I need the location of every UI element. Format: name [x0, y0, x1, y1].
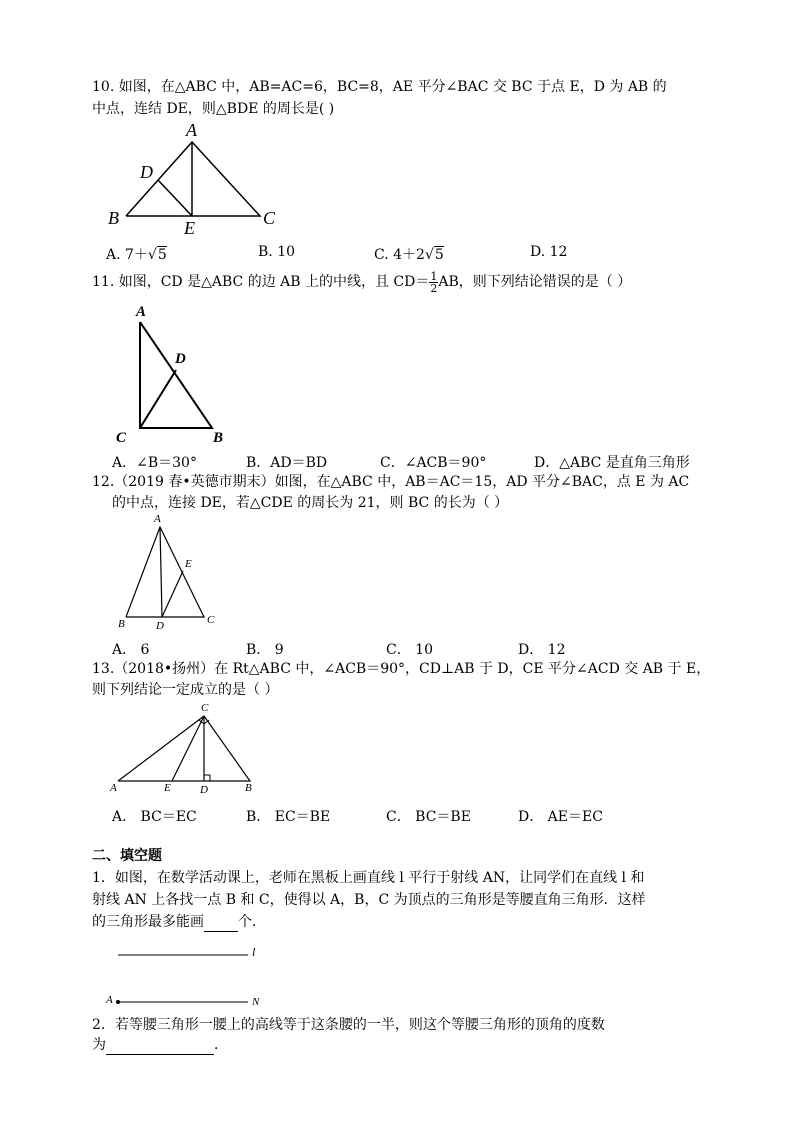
q10-line1: 10. 如图，在△ABC 中，AB=AC=6，BC=8，AE 平分∠BAC 交 BC 于点 E，D 为 AB 的	[92, 79, 667, 95]
q13-choice-a: A． BC＝EC	[112, 809, 197, 825]
q13-choice-b: B． EC＝BE	[246, 809, 331, 825]
s2q1-label-l: l	[252, 945, 256, 959]
q12-choice-b: B． 9	[246, 642, 284, 658]
q12-label-d: D	[156, 620, 164, 632]
q11-frac-den: 2	[430, 281, 438, 295]
q10-label-a: A	[186, 120, 197, 140]
s2q1-line3-post: 个．	[238, 914, 266, 930]
q11-label-c: C	[116, 430, 127, 446]
q10-label-e: E	[184, 218, 195, 238]
q10-label-b: B	[108, 208, 119, 228]
q11-label-a: A	[136, 304, 147, 320]
q11-label-b: B	[213, 430, 224, 446]
q11-choice-a: A．∠B＝30°	[112, 455, 197, 471]
s2q2-line2-post: ．	[214, 1037, 228, 1053]
q10-choice-b: B. 10	[258, 244, 296, 260]
q11-stem-pre: 11. 如图，CD 是△ABC 的边 AB 上的中线，且 CD＝	[92, 274, 430, 290]
q11-choice-d: D．△ABC 是直角三角形	[534, 455, 690, 471]
s2q1-line1: 1．如图，在数学活动课上，老师在黑板上画直线 l 平行于射线 AN，让同学们在直线 l 和	[92, 870, 645, 886]
q13-line2: 则下列结论一定成立的是（ ）	[92, 682, 279, 698]
q13-label-a: A	[110, 782, 117, 794]
q10-label-c: C	[263, 208, 276, 228]
s2q1-line3-pre: 的三角形最多能画	[92, 914, 204, 930]
q13-choice-c: C． BC＝BE	[386, 809, 471, 825]
q10-choice-c-radicand: 5	[434, 247, 444, 263]
q10-line2: 中点，连结 DE，则△BDE 的周长是( )	[92, 101, 335, 117]
q10-choice-a: A. 7＋√5	[106, 247, 167, 263]
q12-choice-c: C． 10	[386, 642, 433, 658]
q11-label-d: D	[175, 351, 186, 367]
q12-choice-d: D． 12	[518, 642, 566, 658]
q12-label-e: E	[185, 558, 192, 570]
s2q1-point-a	[116, 1000, 120, 1004]
q12-label-c: C	[207, 614, 215, 626]
s2q2-answer-blank[interactable]	[106, 1036, 214, 1055]
q11-choice-c: C．∠ACB＝90°	[380, 455, 487, 471]
q13-line1: 13.（2018•扬州）在 Rt△ABC 中，∠ACB＝90°，CD⊥AB 于 D，CE 平分∠ACD 交 AB 于 E，	[92, 661, 711, 677]
q13-choice-d: D． AE＝EC	[518, 809, 603, 825]
q10-label-d: D	[140, 162, 153, 182]
s2q1-label-n: N	[252, 996, 260, 1008]
s2q1-label-a: A	[106, 994, 113, 1006]
s2q2-line2	[92, 1036, 228, 1055]
q13-label-c: C	[201, 702, 209, 714]
q12-label-b: B	[118, 618, 125, 630]
q13-label-e: E	[164, 782, 171, 794]
q11-stem-post: AB，则下列结论错误的是（ ）	[438, 274, 632, 290]
q10-choice-c-text: C. 4＋2	[374, 247, 425, 263]
q13-label-b: B	[245, 782, 252, 794]
q10-choice-a-text: A. 7＋	[106, 247, 148, 263]
q12-line2: 的中点，连接 DE，若△CDE 的周长为 21，则 BC 的长为（ ）	[112, 495, 509, 511]
s2q2-line2-pre: 为	[92, 1037, 106, 1053]
q11-choice-b: B．AD＝BD	[246, 455, 328, 471]
s2q2-line1: 2．若等腰三角形一腰上的高线等于这条腰的一半，则这个等腰三角形的顶角的度数	[92, 1017, 605, 1033]
q10-choice-c: C. 4＋2√5	[374, 247, 444, 263]
s2q1-line2: 射线 AN 上各找一点 B 和 C，使得以 A，B，C 为顶点的三角形是等腰直角三角形．这样	[92, 892, 646, 908]
q10-choice-d: D. 12	[530, 244, 568, 260]
q12-label-a: A	[154, 513, 161, 525]
q12-choice-a: A． 6	[112, 642, 150, 658]
q11-frac-num: 1	[430, 269, 438, 283]
section2-title: 二、填空题	[92, 848, 162, 864]
q10-choice-a-radicand: 5	[157, 247, 167, 263]
q12-line1: 12.（2019 春•英德市期末）如图，在△ABC 中，AB＝AC＝15，AD 平分∠BAC，点 E 为 AC	[92, 474, 690, 490]
q13-label-d: D	[200, 784, 208, 796]
